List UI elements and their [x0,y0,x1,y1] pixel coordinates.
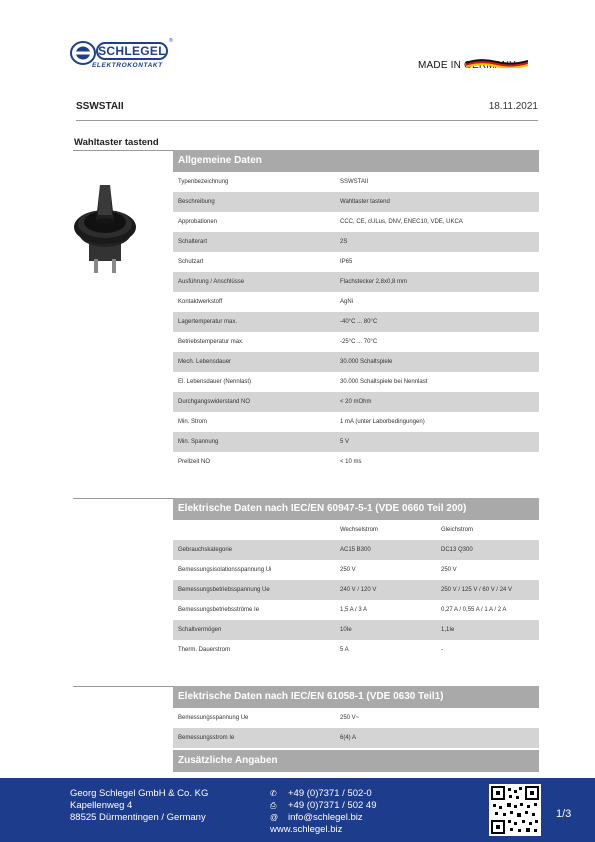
table-row: Schaltvermögen 10Ie 1,1Ie [173,620,539,640]
email-link[interactable]: info@schlegel.biz [288,812,363,823]
phone-number: +49 (0)7371 / 502-0 [288,788,372,799]
table-row: Bemessungsbetriebsspannung Ue 240 V / 120 V 250 V / 125 V / 60 V / 24 V [173,580,539,600]
document-date: 18.11.2021 [488,101,538,112]
electrical-data-61058-section [73,686,539,748]
contact-info [270,788,376,836]
table-row: Beschreibung Wahltaster tastend [173,192,539,212]
section-title: Elektrische Daten nach IEC/EN 61058-1 (VDE 0630 Teil1) [173,686,539,708]
registered-mark: ® [169,38,173,44]
table-row: Prellzeit NO < 10 ms [178,459,362,465]
website-link[interactable]: www.schlegel.biz [270,824,343,835]
brand-name: SCHLEGEL [96,42,168,60]
section-title: Elektrische Daten nach IEC/EN 60947-5-1 (VDE 0660 Teil 200) [173,498,539,520]
germany-flag-icon [466,58,528,68]
general-data-section [73,150,539,472]
table-row: Bemessungsstrom Ie 6(4) A [173,728,539,748]
table-row: Mech. Lebensdauer 30.000 Schaltspiele [173,352,539,372]
table-row: Bemessungsspannung Ue 250 V~ [178,715,360,721]
fax-icon: ⎙ [270,801,277,810]
document-header-row [76,101,538,121]
table-row: Approbationen CCC, CE, cULus, DNV, ENEC10, VDE, UKCA [178,219,463,225]
table-row: Typenbezeichnung SSWSTAII [178,179,369,185]
brand-subtitle: ELEKTROKONTAKT [92,62,163,69]
table-row: Therm. Dauerstrom 5 A - [178,647,443,653]
made-in-label: MADE IN GERMANY [418,60,517,71]
table-row: Min. Spannung 5 V [173,432,539,452]
column-dc-header: Gleichstrom [441,527,474,533]
table-row: Gebrauchskategorie AC15 B300 DC13 Q300 [173,540,539,560]
section-title: Allgemeine Daten [173,150,539,172]
table-row: Bemessungsbetriebsströme Ie 1,5 A / 3 A 0,27 A / 0,55 A / 1 A / 2 A [178,607,507,613]
qr-code-icon [489,784,541,836]
fax-number: +49 (0)7371 / 502 49 [288,800,377,811]
table-header-row [173,520,539,540]
section-title: Zusätzliche Angaben [173,750,539,772]
table-row: Schalterart 2S [173,232,539,252]
table-row: Ausführung / Anschlüsse Flachstecker 2,8x0,8 mm [173,272,539,292]
table-row: Schutzart IP65 [178,259,353,265]
street-address: Kapellenweg 4 [70,800,133,811]
phone-icon: ✆ [270,789,277,798]
city-address: 88525 Dürmentingen / Germany [70,812,206,823]
company-logo [70,38,180,72]
page-number: 1/3 [556,808,572,820]
additional-info-section [73,750,539,772]
table-row: Durchgangswiderstand NO < 20 mOhm [173,392,539,412]
company-address [70,788,208,824]
company-name: Georg Schlegel GmbH & Co. KG [70,788,209,799]
article-code: SSWSTAII [76,101,124,112]
email-icon: @ [270,813,279,822]
product-subtitle: Wahltaster tastend [74,137,159,148]
table-row: Betriebstemperatur max. -25°C ... 70°C [178,339,378,345]
page-footer [0,778,595,842]
electrical-data-60947-section [73,498,539,660]
table-row: Kontaktwerkstoff AgNi [178,299,354,305]
table-row: Bemessungsisolationsspannung Ui 250 V 250 V [178,567,457,573]
table-row: Min. Strom 1 mA (unter Laborbedingungen) [178,419,425,425]
table-row: El. Lebensdauer (Nennlast) 30.000 Schaltspiele bei Nennlast [178,379,428,385]
table-row: Lagertemperatur max. -40°C ... 80°C [173,312,539,332]
column-ac-header: Wechselstrom [340,527,378,533]
